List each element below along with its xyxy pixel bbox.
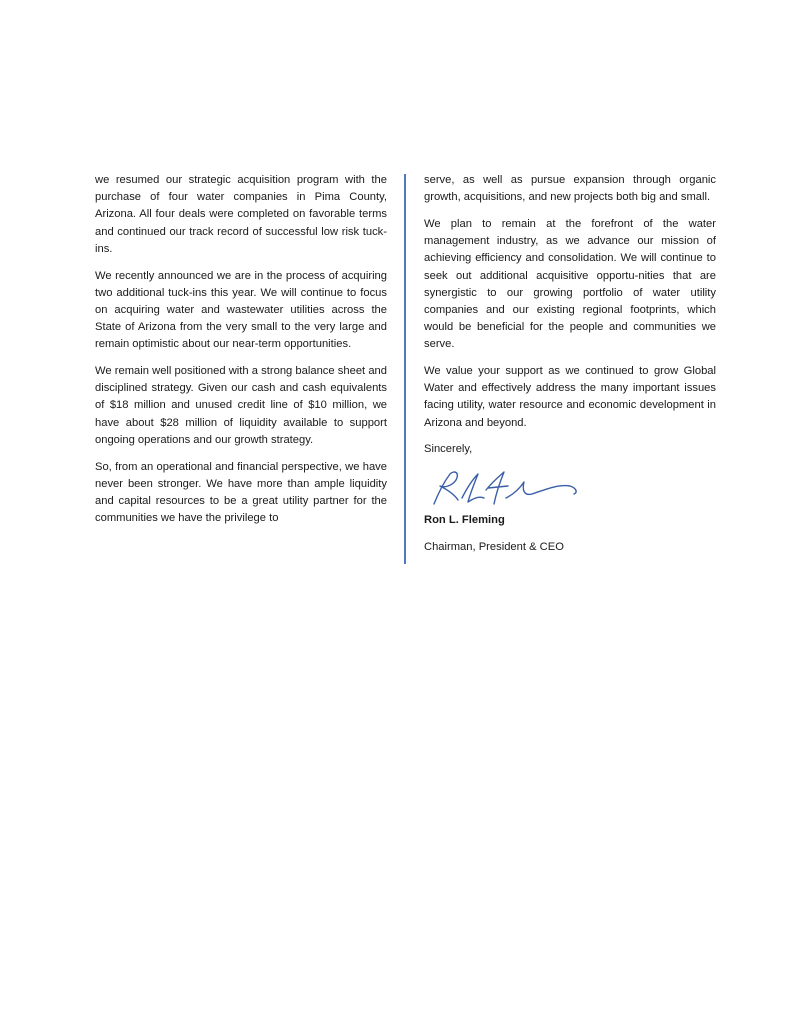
signature-stroke-l bbox=[462, 474, 484, 502]
signer-name: Ron L. Fleming bbox=[424, 514, 505, 527]
handwritten-signature bbox=[424, 468, 584, 510]
paragraph-tuck-ins: We recently announced we are in the process of acquiring two additional tuck-ins this year. We will continue to focus on acquiring water and wastewater utilities across the State of Arizona from the very small to the very large and remain optimistic about our near-term opportunities. bbox=[95, 269, 387, 351]
letter-right-column bbox=[424, 172, 716, 565]
paragraph-balance-sheet: We remain well positioned with a strong balance sheet and disciplined strategy. Given our cash and cash equivalents of $18 million and unused credit line of $10 million, we have about $28 million of liquidity available to support ongoing operations and our growth strategy. bbox=[95, 365, 387, 446]
closing-salutation: Sincerely, bbox=[424, 443, 473, 456]
paragraph-forefront: We plan to remain at the forefront of the water management industry, as we advance our mission of achieving efficiency and consolidation. We will continue to seek out additional acquisitive opportu-nities that are synergistic to our growing portfolio of water utility companies and our existing regional footprints, which would be beneficial for the people and communities we serve. bbox=[424, 217, 716, 351]
letter-left-column bbox=[95, 172, 387, 537]
signature-stroke-tail bbox=[506, 482, 576, 498]
signature-stroke-r bbox=[434, 472, 458, 504]
signature-stroke-f bbox=[486, 472, 508, 504]
paragraph-continued-serve: serve, as well as pursue expansion through organic growth, acquisitions, and new projects both big and small. bbox=[424, 174, 716, 204]
signer-title: Chairman, President & CEO bbox=[424, 540, 564, 553]
column-divider bbox=[404, 174, 406, 564]
paragraph-value-support: We value your support as we continued to grow Global Water and effectively address the many important issues facing utility, water resource and economic development in Arizona and beyond. bbox=[424, 365, 716, 429]
paragraph-operational-perspective: So, from an operational and financial perspective, we have never been stronger. We have more than ample liquidity and capital resources to be a great utility partner for the communities we have the privilege to bbox=[95, 460, 387, 525]
paragraph-acquisition-program: we resumed our strategic acquisition program with the purchase of four water companies in Pima County, Arizona. All four deals were completed on favorable terms and continued our track record of successful low risk tuck-ins. bbox=[95, 174, 387, 255]
